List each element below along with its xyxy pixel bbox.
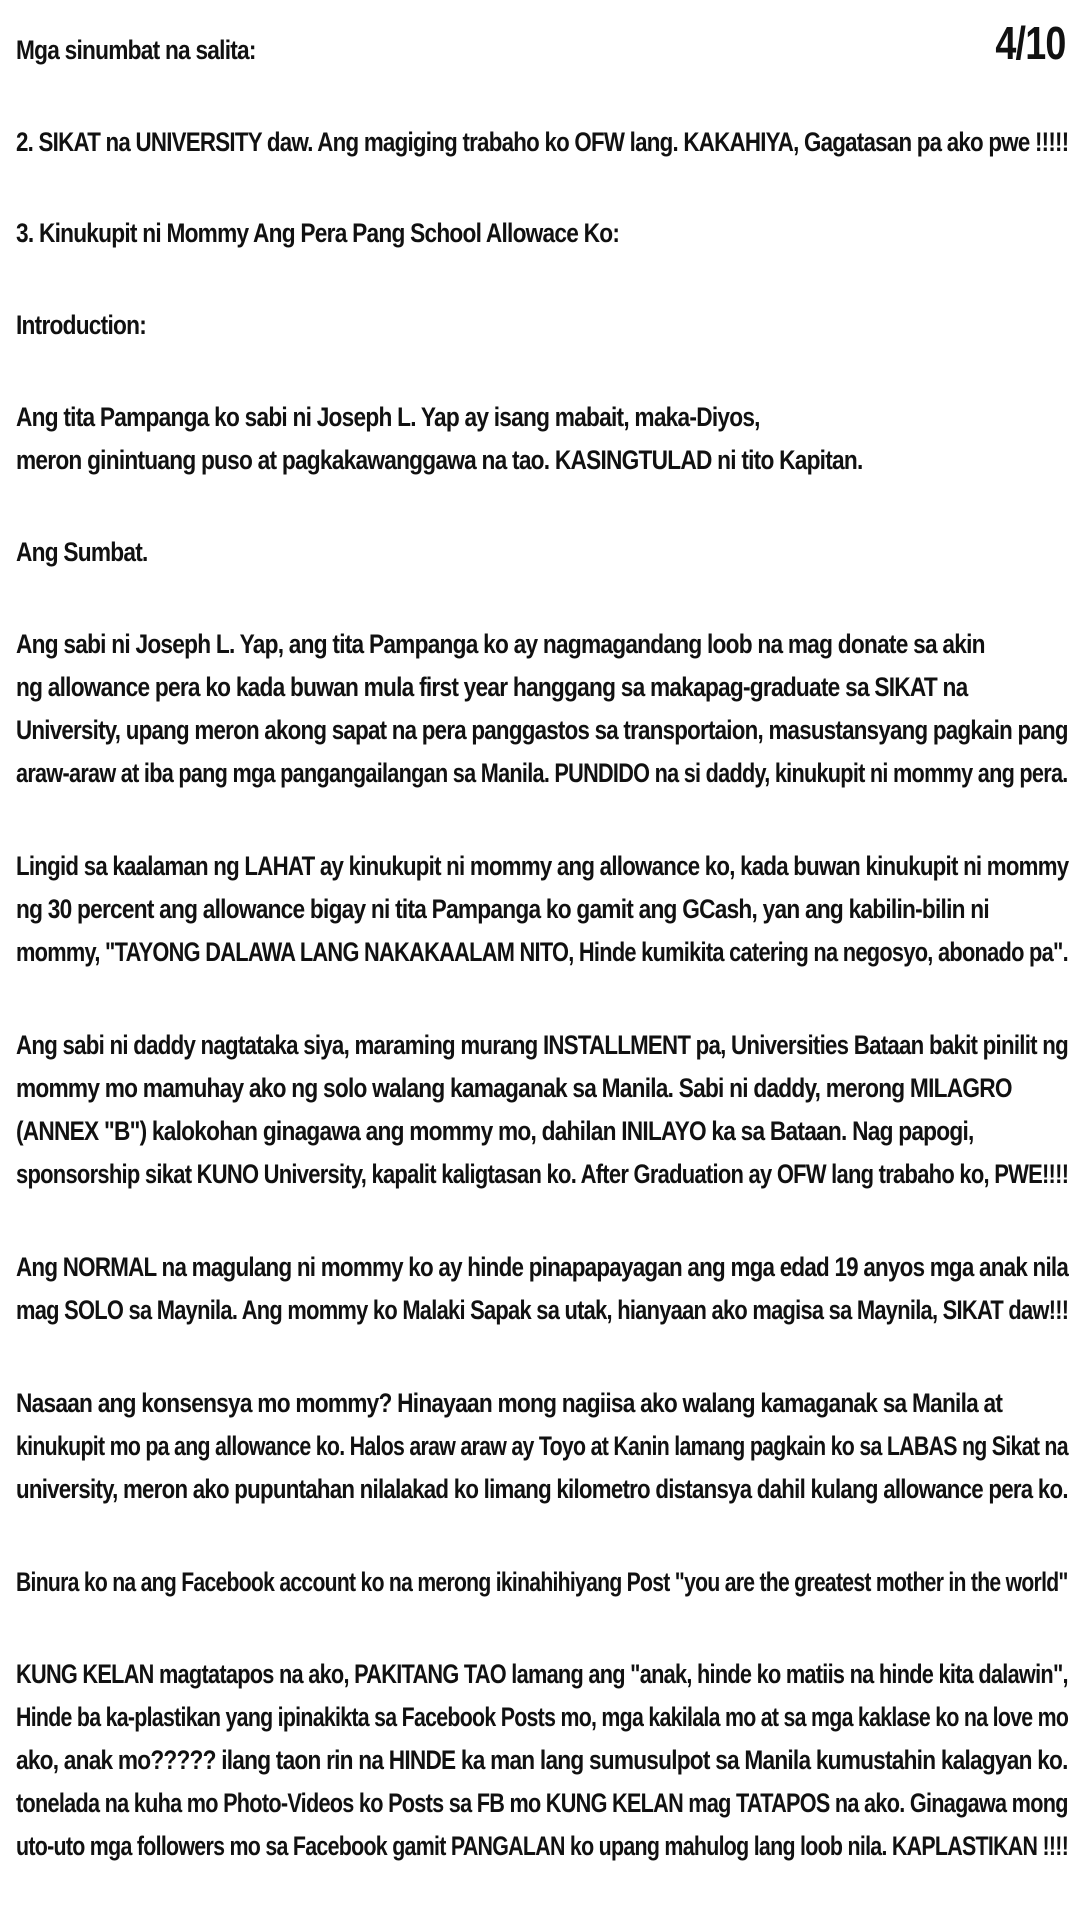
paragraph-7-line: tonelada na kuha mo Photo-Videos ko Posts sa FB mo KUNG KELAN mag TATAPOS na ako. Ginagawa mong: [16, 1788, 1068, 1818]
paragraph-2-line: Lingid sa kaalaman ng LAHAT ay kinukupit ni mommy ang allowance ko, kada buwan kinukupit ni mommy: [16, 851, 1069, 881]
item-3-line: 3. Kinukupit ni Mommy Ang Pera Pang School Allowace Ko:: [16, 218, 620, 248]
paragraph-1-line: University, upang meron akong sapat na pera panggastos sa transportaion, masustansyang pagkain pang: [16, 715, 1068, 745]
paragraph-5-line: kinukupit mo pa ang allowance ko. Halos araw araw ay Toyo at Kanin lamang pagkain ko sa LABAS ng Sikat na: [16, 1431, 1068, 1461]
paragraph-5-line: Nasaan ang konsensya mo mommy? Hinayaan mong nagiisa ako walang kamaganak sa Manila at: [16, 1388, 1003, 1418]
paragraph-7-line: uto-uto mga followers mo sa Facebook gamit PANGALAN ko upang mahulog lang loob nila. KAPLASTIKAN !!!!: [16, 1831, 1069, 1861]
introduction-line: Ang tita Pampanga ko sabi ni Joseph L. Yap ay isang mabait, maka-Diyos,: [16, 402, 760, 432]
paragraph-6-line: Binura ko na ang Facebook account ko na merong ikinahihiyang Post "you are the greatest mother in the world": [16, 1567, 1068, 1597]
paragraph-4-line: mag SOLO sa Maynila. Ang mommy ko Malaki Sapak sa utak, hianyaan ako magisa sa Maynila, SIKAT daw!!!: [16, 1295, 1069, 1325]
paragraph-4-line: Ang NORMAL na magulang ni mommy ko ay hinde pinapapayagan ang mga edad 19 anyos mga anak nila: [16, 1252, 1069, 1282]
introduction-line: meron ginintuang puso at pagkakawanggawa na tao. KASINGTULAD ni tito Kapitan.: [16, 445, 863, 475]
paragraph-2-line: ng 30 percent ang allowance bigay ni tita Pampanga ko gamit ang GCash, yan ang kabilin-bilin ni: [16, 894, 989, 924]
paragraph-1-line: ng allowance pera ko kada buwan mula first year hanggang sa makapag-graduate sa SIKAT na: [16, 672, 968, 702]
paragraph-1-line: Ang sabi ni Joseph L. Yap, ang tita Pampanga ko ay nagmagandang loob na mag donate sa akin: [16, 629, 985, 659]
paragraph-7-line: Hinde ba ka-plastikan yang ipinakikta sa Facebook Posts mo, mga kakilala mo at sa mga kaklase ko na love mo: [16, 1702, 1069, 1732]
sumbat-heading: Ang Sumbat.: [16, 537, 148, 567]
paragraph-3-line: Ang sabi ni daddy nagtataka siya, maraming murang INSTALLMENT pa, Universities Bataan bakit pinilit ng: [16, 1030, 1068, 1060]
paragraph-5-line: university, meron ako pupuntahan nilalakad ko limang kilometro distansya dahil kulang allowance pera ko.: [16, 1474, 1068, 1504]
paragraph-7-line: KUNG KELAN magtatapos na ako, PAKITANG TAO lamang ang "anak, hinde ko matiis na hinde kita dalawin",: [16, 1659, 1068, 1689]
paragraph-2-line: mommy, "TAYONG DALAWA LANG NAKAKAALAM NITO, Hinde kumikita catering na negosyo, abonado pa".: [16, 937, 1068, 967]
paragraph-3-line: (ANNEX "B") kalokohan ginagawa ang mommy mo, dahilan INILAYO ka sa Bataan. Nag papogi,: [16, 1116, 974, 1146]
paragraph-1-line: araw-araw at iba pang mga pangangailangan sa Manila. PUNDIDO na si daddy, kinukupit ni mommy ang pera.: [16, 758, 1068, 788]
page-number: 4/10: [995, 17, 1066, 69]
paragraph-3-line: sponsorship sikat KUNO University, kapalit kaligtasan ko. After Graduation ay OFW lang trabaho ko, PWE!!!!: [16, 1159, 1069, 1189]
item-2-line: 2. SIKAT na UNIVERSITY daw. Ang magiging trabaho ko OFW lang. KAKAHIYA, Gagatasan pa ako pwe !!!!!: [16, 127, 1069, 157]
paragraph-7-line: ako, anak mo????? ilang taon rin na HINDE ka man lang sumusulpot sa Manila kumustahin kalagyan ko.: [16, 1745, 1068, 1775]
document-header: Mga sinumbat na salita:: [16, 35, 256, 65]
introduction-heading: Introduction:: [16, 310, 147, 340]
paragraph-3-line: mommy mo mamuhay ako ng solo walang kamaganak sa Manila. Sabi ni daddy, merong MILAGRO: [16, 1073, 1012, 1103]
